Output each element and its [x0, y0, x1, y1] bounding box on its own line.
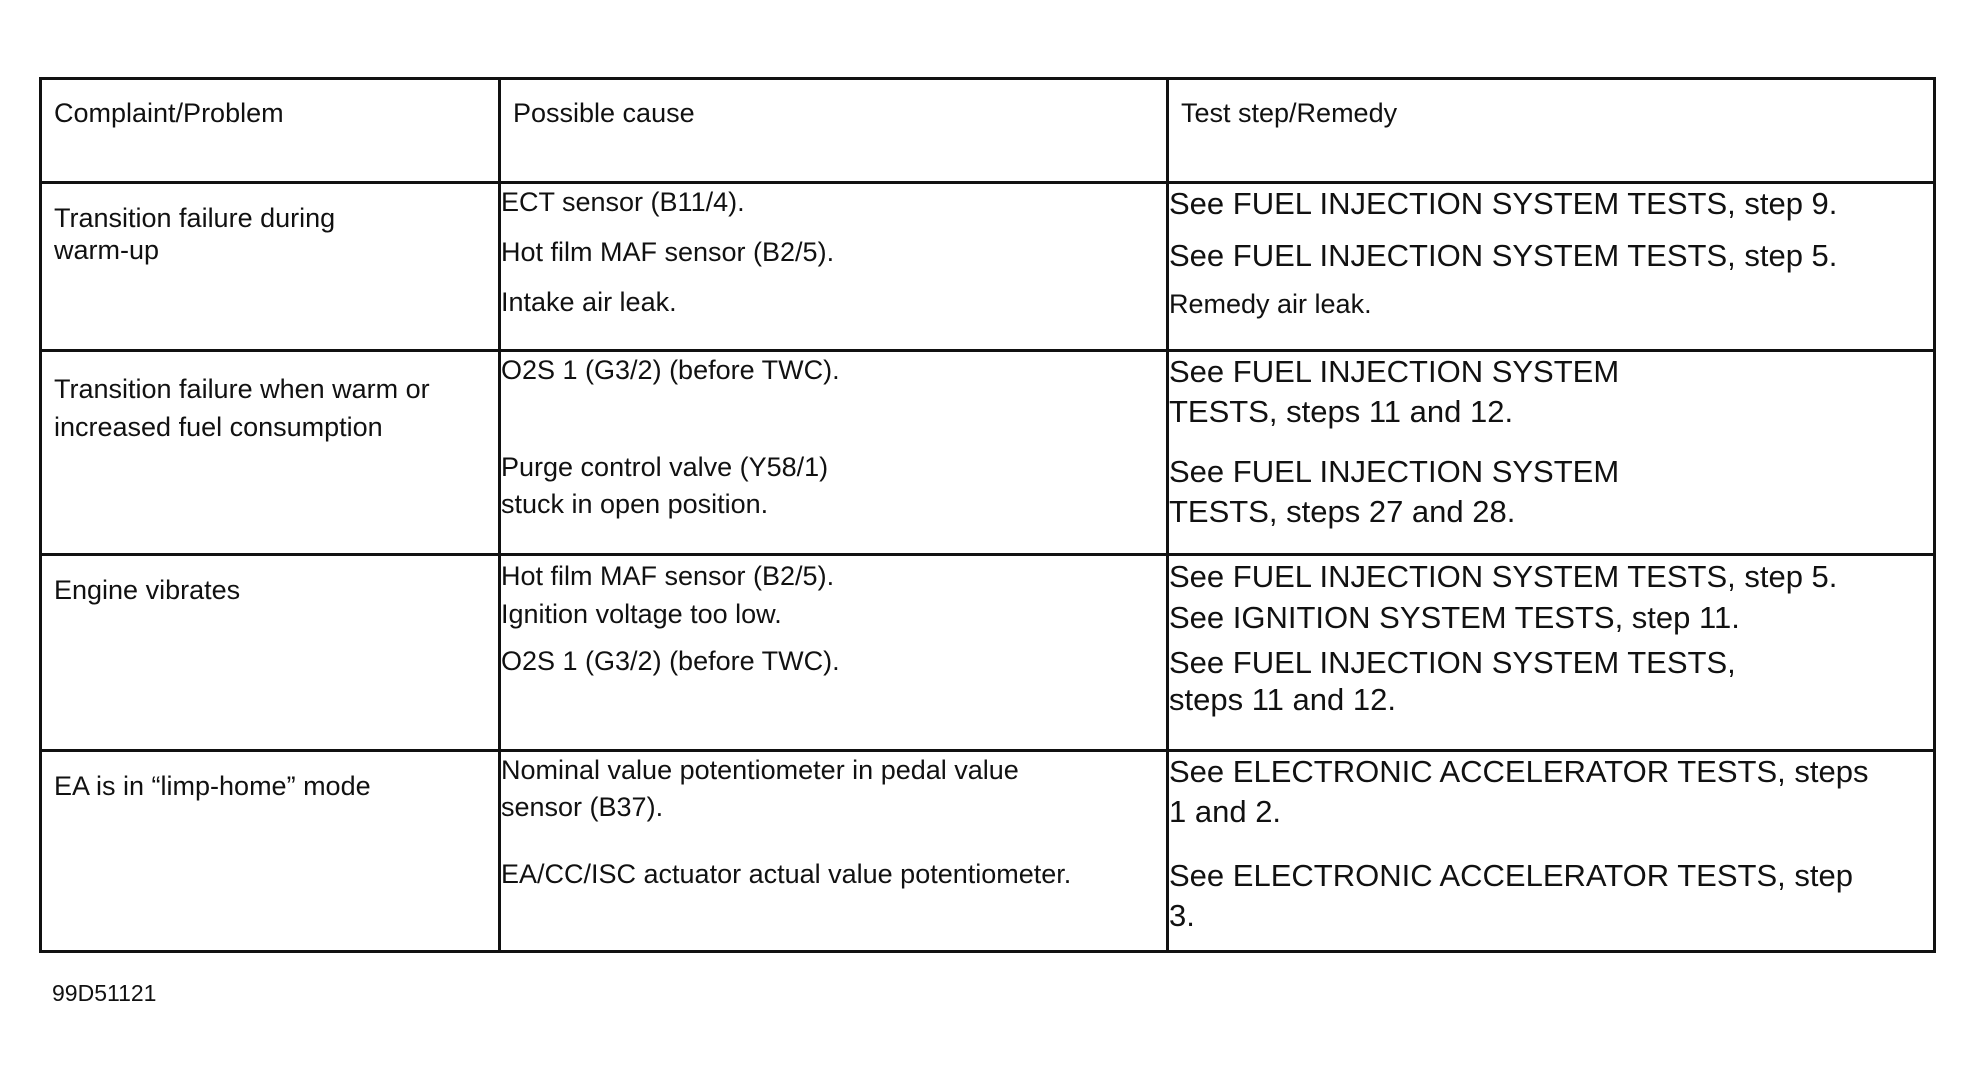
cause-text: O2S 1 (G3/2) (before TWC).	[501, 646, 840, 676]
complaint-cell	[41, 183, 500, 351]
remedy-text: See ELECTRONIC ACCELERATOR TESTS, steps 1 and 2.	[1169, 754, 1869, 829]
column-header-remedy: Test step/Remedy	[1168, 79, 1935, 183]
remedy-text: See FUEL INJECTION SYSTEM TESTS, step 5.	[1169, 559, 1838, 594]
complaint-cell	[41, 351, 500, 555]
complaint-text: EA is in “limp-home” mode	[54, 771, 371, 801]
figure-id: 99D51121	[52, 980, 157, 1006]
cause-cell	[500, 183, 1168, 351]
remedy-cell	[1168, 183, 1935, 351]
remedy-cell	[1168, 555, 1935, 751]
complaint-text: Transition failure when warm or increased fuel consumption	[54, 374, 430, 442]
remedy-text: Remedy air leak.	[1169, 289, 1372, 319]
cause-text: EA/CC/ISC actuator actual value potentiometer.	[501, 859, 1072, 889]
complaint-text: Transition failure during warm-up	[54, 203, 336, 265]
cause-cell	[500, 351, 1168, 555]
cause-cell	[500, 751, 1168, 952]
cause-text: O2S 1 (G3/2) (before TWC).	[501, 355, 840, 385]
cause-cell	[500, 555, 1168, 751]
complaint-text: Engine vibrates	[54, 575, 241, 605]
cause-text: Hot film MAF sensor (B2/5).	[501, 561, 835, 591]
table-row	[41, 183, 1935, 351]
table-row	[41, 751, 1935, 952]
complaint-cell	[41, 555, 500, 751]
cause-text: Ignition voltage too low.	[501, 599, 782, 629]
remedy-text: See FUEL INJECTION SYSTEM TESTS, steps 27 and 28.	[1169, 454, 1620, 529]
cause-text: Purge control valve (Y58/1) stuck in open position.	[501, 452, 829, 519]
table-header-row	[41, 79, 1935, 183]
cause-text: Nominal value potentiometer in pedal value sensor (B37).	[501, 755, 1019, 822]
remedy-text: See FUEL INJECTION SYSTEM TESTS, steps 11 and 12.	[1169, 645, 1736, 717]
remedy-text: See ELECTRONIC ACCELERATOR TESTS, step 3.	[1169, 858, 1853, 933]
cause-text: Intake air leak.	[501, 287, 677, 317]
remedy-text: See FUEL INJECTION SYSTEM TESTS, steps 11 and 12.	[1169, 354, 1620, 429]
cause-text: Hot film MAF sensor (B2/5).	[501, 237, 835, 267]
remedy-text: See FUEL INJECTION SYSTEM TESTS, step 9.	[1169, 186, 1838, 221]
remedy-text: See FUEL INJECTION SYSTEM TESTS, step 5.	[1169, 238, 1838, 273]
column-header-cause: Possible cause	[500, 79, 1168, 183]
remedy-cell	[1168, 751, 1935, 952]
complaint-cell	[41, 751, 500, 952]
column-header-complaint: Complaint/Problem	[41, 79, 500, 183]
remedy-text: See IGNITION SYSTEM TESTS, step 11.	[1169, 600, 1740, 635]
remedy-cell	[1168, 351, 1935, 555]
diagnosis-table	[39, 77, 1936, 953]
table-row	[41, 351, 1935, 555]
cause-text: ECT sensor (B11/4).	[501, 187, 745, 217]
table-row	[41, 555, 1935, 751]
